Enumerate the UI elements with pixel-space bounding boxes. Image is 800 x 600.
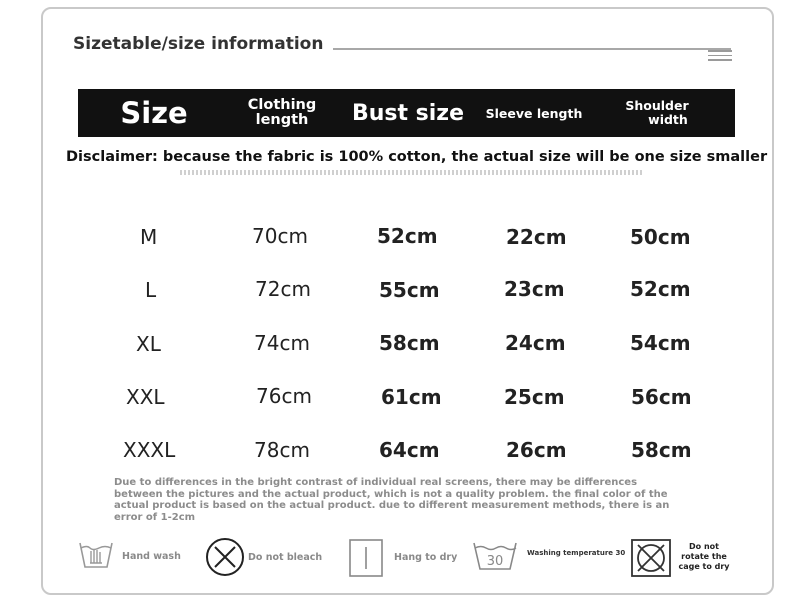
table-cell-bust: 61cm: [381, 385, 442, 409]
no-tumble-dry-icon: [631, 539, 671, 577]
menu-icon: [708, 50, 732, 62]
table-cell-bust: 64cm: [379, 438, 440, 462]
table-cell-shoulder: 54cm: [630, 331, 691, 355]
header-bust-size: Bust size: [351, 100, 465, 126]
care-label-no-bleach: Do not bleach: [248, 552, 323, 563]
table-cell-shoulder: 56cm: [631, 385, 692, 409]
svg-text:30: 30: [486, 554, 504, 569]
table-cell-sleeve: 24cm: [505, 331, 566, 355]
table-cell-shoulder: 52cm: [630, 277, 691, 301]
table-cell-sleeve: 26cm: [506, 438, 567, 462]
table-cell-sleeve: 23cm: [504, 277, 565, 301]
table-cell-size: XXXL: [123, 438, 176, 462]
table-cell-length: 70cm: [252, 224, 308, 248]
table-cell-bust: 58cm: [379, 331, 440, 355]
care-label-hand-wash: Hand wash: [122, 551, 181, 562]
table-header: [78, 89, 735, 137]
page-title: Sizetable/size information: [73, 34, 324, 54]
hand-wash-icon: [78, 539, 114, 571]
hang-dry-icon: [349, 539, 383, 577]
header-shoulder-width: Shoulder width: [625, 98, 689, 127]
table-cell-shoulder: 50cm: [630, 225, 691, 249]
wash-30-icon: [472, 541, 518, 571]
disclaimer: Disclaimer: because the fabric is 100% cotton, the actual size will be one size smaller: [66, 149, 768, 165]
care-label-hang-dry: Hang to dry: [394, 552, 458, 563]
measurement-note: Due to differences in the bright contrast of individual real screens, there may be differences between the pictures and the actual product, which is not a quality problem. the final color of the actual product is based on the actual product. due to different measurement methods, there is an error of 1-2cm: [114, 477, 670, 523]
faint-text-line: [180, 170, 644, 175]
table-cell-bust: 55cm: [379, 278, 440, 302]
table-cell-length: 74cm: [254, 331, 310, 355]
table-cell-size: XL: [136, 332, 161, 356]
table-cell-length: 76cm: [256, 384, 312, 408]
table-cell-size: L: [145, 278, 157, 302]
table-cell-sleeve: 22cm: [506, 225, 567, 249]
care-label-wash-temperature: Washing temperature 30: [527, 549, 626, 557]
table-cell-size: XXL: [126, 385, 165, 409]
table-cell-size: M: [140, 225, 158, 249]
table-cell-sleeve: 25cm: [504, 385, 565, 409]
table-cell-length: 78cm: [254, 438, 310, 462]
table-cell-bust: 52cm: [377, 224, 438, 248]
no-bleach-icon: [205, 537, 245, 577]
title-divider: [333, 48, 731, 50]
care-label-no-tumble-dry: Do not rotate the cage to dry: [678, 542, 730, 571]
header-size: Size: [120, 96, 188, 130]
table-cell-shoulder: 58cm: [631, 438, 692, 462]
header-clothing-length: Clothing length: [247, 97, 317, 128]
header-sleeve-length: Sleeve length: [485, 105, 583, 121]
table-cell-length: 72cm: [255, 277, 311, 301]
